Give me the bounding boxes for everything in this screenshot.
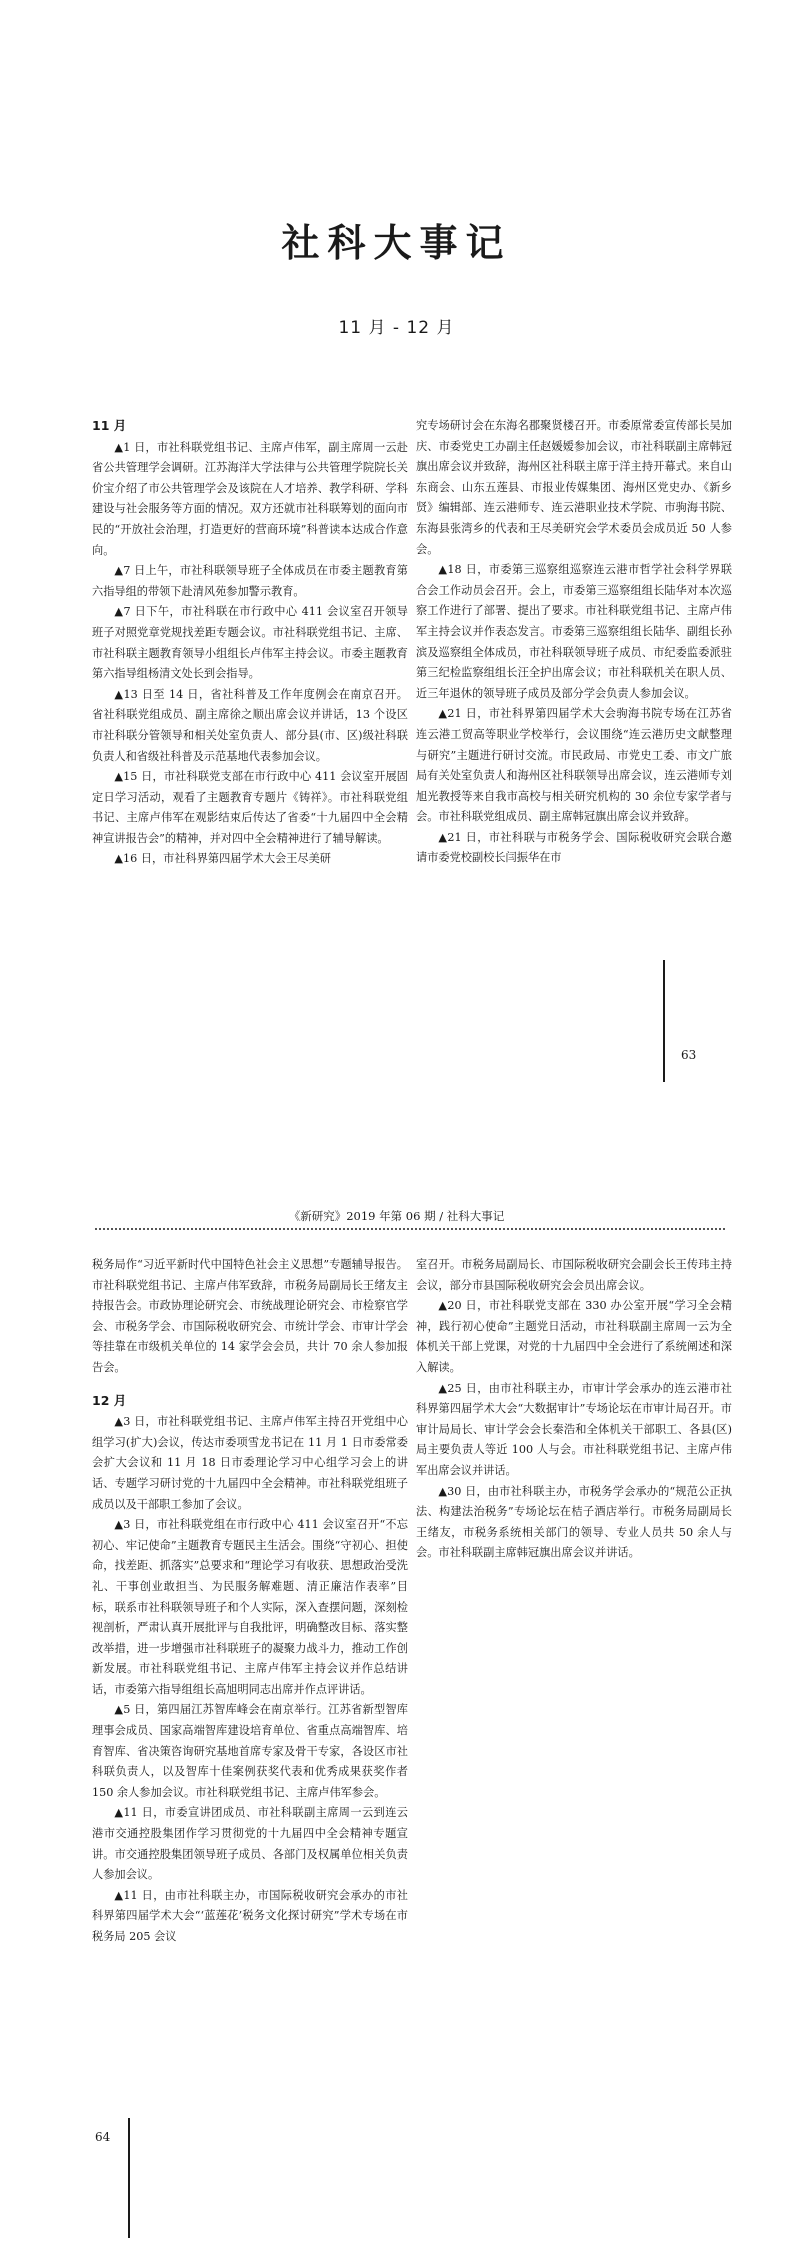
event-entry: ▲15 日，市社科联党支部在市行政中心 411 会议室开展固定日学习活动，观看了主题教育专题片《铸祥》。市社科联党组书记、主席卢伟军在观影结束后传达了省委“十九届四中全会精神宣讲报告会”的精神，并对四中全会精神进行了辅导解读。 <box>92 770 408 845</box>
event-entry: ▲16 日，市社科界第四届学术大会王尽美研 <box>114 852 331 866</box>
event-continuation: 究专场研讨会在东海名郡聚贤楼召开。市委原常委宣传部长吴加庆、市委党史工办副主任赵媛嫒参加会议，市社科联副主席韩冠旗出席会议并致辞，海州区社科联主席于洋主持开幕式。来自山东商会、山东五莲县、市报业传媒集团、海州区党史办、《新乡贤》编辑部、连云港师专、连云港职业技术学院、市驹海书院、东海县张湾乡的代表和王尽美研究会学术委员会成员近 50 人参会。 <box>416 419 732 556</box>
event-entry: ▲3 日，市社科联党组书记、主席卢伟军主持召开党组中心组学习(扩大)会议，传达市委项雪龙书记在 11 月 1 日市委常委会扩大会议和 11 月 18 日市委理论学习中心组学习会上的讲话、专题学习研讨党的十九届四中全会精神。市社科联党组班子成员以及干部职工参加了会议。 <box>92 1415 408 1511</box>
running-header: 《新研究》2019 年第 06 期 / 社科大事记 <box>288 1209 505 1223</box>
event-entry: ▲11 日，由市社科联主办，市国际税收研究会承办的市社科界第四届学术大会“‘蓝莲花’税务文化探讨研究”学术专场在市税务局 205 会议 <box>92 1888 408 1943</box>
event-entry: ▲7 日下午，市社科联在市行政中心 411 会议室召开领导班子对照党章党规找差距专题会议。市社科联党组书记、主席、市社科联主题教育领导小组组长卢伟军主持会议。市委主题教育第六指导组杨清文处长到会指导。 <box>92 605 408 681</box>
p63-right-column <box>416 416 732 976</box>
page-title: 社科大事记 <box>281 221 512 265</box>
event-entry: ▲25 日，由市社科联主办，市审计学会承办的连云港市社科界第四届学术大会“大数据审计”专场论坛在市审计局召开。市审计局局长、审计学会会长秦浩和全体机关干部职工、各县(区)局主要负责人等近 100 人与会。市社科联党组书记、主席卢伟军出席会议并讲话。 <box>416 1381 732 1477</box>
event-entry: ▲21 日，市社科联与市税务学会、国际税收研究会联合邀请市委党校副校长闫振华在市 <box>416 830 732 865</box>
event-continuation: 室召开。市税务局副局长、市国际税收研究会副会长王传玮主持会议，部分市县国际税收研究会会员出席会议。 <box>416 1258 732 1292</box>
page-number: 63 <box>681 1048 697 1062</box>
page-edge-rule <box>663 960 665 1082</box>
event-entry: ▲21 日，市社科界第四届学术大会驹海书院专场在江苏省连云港工贸高等职业学校举行，会议围绕“连云港历史文献整理与研究”主题进行研讨交流。市民政局、市党史工委、市文广旅局有关处室负责人和海州区社科联领导出席会议，连云港师专刘旭光教授等来自我市高校与相关研究机构的 30 余位专家学者与会。市社科联党组成员、副主席韩冠旗出席会议并致辞。 <box>416 707 732 824</box>
event-entry: ▲7 日上午，市社科联领导班子全体成员在市委主题教育第六指导组的带领下赴清风苑参加警示教育。 <box>92 564 408 598</box>
page-edge-rule <box>128 2118 130 2238</box>
date-range: 11 月 - 12 月 <box>338 318 455 338</box>
event-entry: ▲5 日，第四届江苏智库峰会在南京举行。江苏省新型智库理事会成员、国家高端智库建设培育单位、省重点高端智库、培育智库、省决策咨询研究基地首席专家及骨干专家，各设区市社科联负责人，以及智库十佳案例获奖代表和优秀成果获奖作者 150 余人参加会议。市社科联党组书记、主席卢伟军参会。 <box>92 1703 408 1799</box>
month-heading-november: 11 月 <box>92 418 127 433</box>
page-number: 64 <box>95 2130 111 2144</box>
header-dotted-rule <box>95 1228 725 1230</box>
event-entry: ▲13 日至 14 日，省社科普及工作年度例会在南京召开。省社科联党组成员、副主席徐之顺出席会议并讲话，13 个设区市社科联分管领导和相关处室负责人、部分县(市、区)级社科联负责人和省级社科普及示范基地代表参加会议。 <box>92 687 408 763</box>
month-heading-december: 12 月 <box>92 1392 127 1408</box>
event-entry: ▲20 日，市社科联党支部在 330 办公室开展“学习全会精神，践行初心使命”主题党日活动，市社科联副主席周一云为全体机关干部上党课，对党的十九届四中全会进行了系统阐述和深入解读。 <box>416 1299 732 1374</box>
event-entry: ▲30 日，由市社科联主办，市税务学会承办的“规范公正执法、构建法治税务”专场论坛在桔子酒店举行。市税务局副局长王绪友，市税务系统相关部门的领导、专业人员共 50 余人与会。市社科联副主席韩冠旗出席会议并讲话。 <box>416 1484 732 1560</box>
event-entry: ▲18 日，市委第三巡察组巡察连云港市哲学社会科学界联合会工作动员会召开。会上，市委第三巡察组组长陆华对本次巡察工作进行了部署、提出了要求。市社科联党组书记、主席卢伟军主持会议并作表态发言。市委第三巡察组组长陆华、副组长孙滨及巡察组全体成员，市社科联领导班子成员、市纪委监委派驻第三纪检监察组组长汪全护出席会议；市社科联机关在职人员、近三年退休的领导班子成员及部分学会负责人参加会议。 <box>416 563 732 700</box>
event-entry: ▲1 日，市社科联党组书记、主席卢伟军，副主席周一云赴省公共管理学会调研。江苏海洋大学法律与公共管理学院院长关价宝介绍了市公共管理学会及该院在人才培养、教学科研、学科建设与社会服务等方面的情况。双方还就市社科联筹划的面向市民的“开放社会治理，打造更好的营商环境”科普读本达成合作意向。 <box>92 440 408 557</box>
p64-left-column <box>92 1255 408 2125</box>
p64-right-column <box>416 1255 732 1815</box>
event-continuation: 税务局作“习近平新时代中国特色社会主义思想”专题辅导报告。市社科联党组书记、主席卢伟军致辞，市税务局副局长王绪友主持报告会。市政协理论研究会、市统战理论研究会、市检察官学会、市税务学会、市国际税收研究会、市统计学会、市审计学会等挂靠在市级机关单位的 14 家学会会员，共计 70 余人参加报告会。 <box>92 1258 408 1374</box>
event-entry: ▲11 日，市委宣讲团成员、市社科联副主席周一云到连云港市交通控股集团作学习贯彻党的十九届四中全会精神专题宣讲。市交通控股集团领导班子成员、各部门及权属单位相关负责人参加会议。 <box>92 1806 408 1882</box>
p63-left-column <box>92 416 408 976</box>
event-entry: ▲3 日，市社科联党组在市行政中心 411 会议室召开“不忘初心、牢记使命”主题教育专题民主生活会。围绕“守初心、担使命，找差距、抓落实”总要求和“理论学习有收获、思想政治受洗礼、干事创业敢担当、为民服务解难题、清正廉洁作表率”目标，联系市社科联领导班子和个人实际，深入查摆问题，深刻检视剖析，严肃认真开展批评与自我批评，明确整改目标、落实整改举措，进一步增强市社科联班子的凝聚力战斗力，推动工作创新发展。市社科联党组书记、主席卢伟军主持会议并作总结讲话，市委第六指导组组长高旭明同志出席并作点评讲话。 <box>92 1518 408 1696</box>
